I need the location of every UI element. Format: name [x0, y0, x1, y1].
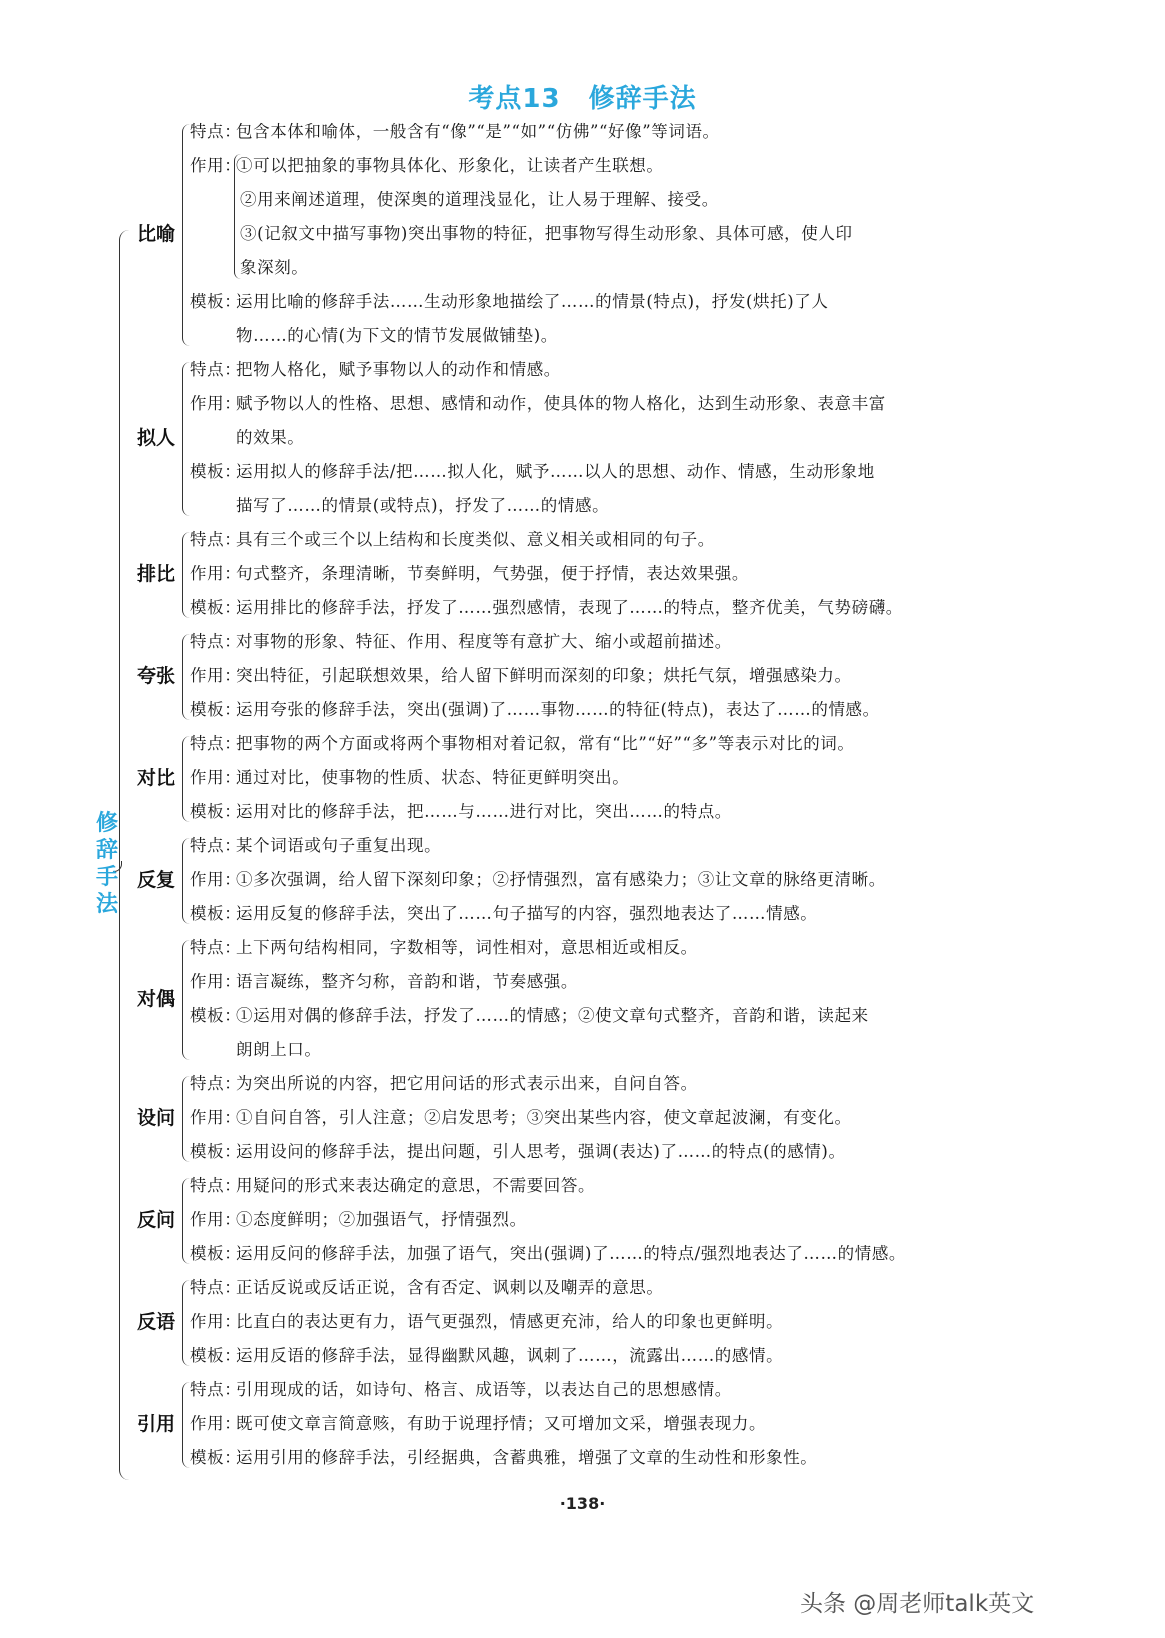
line-text: ①自问自答，引人注意；②启发思考；③突出某些内容，使文章起波澜，有变化。: [236, 1108, 852, 1127]
line-text: 把事物的两个方面或将两个事物相对着记叙，常有“比”“好”“多”等表示对比的词。: [236, 734, 855, 753]
outline-line: [190, 1242, 906, 1266]
outline-line: [190, 902, 817, 926]
title-text: 修辞手法: [588, 84, 697, 114]
line-text: 既可使文章言简意赅，有助于说理抒情；又可增加文采，增强表现力。: [236, 1414, 767, 1433]
line-text: 语言凝练，整齐匀称，音韵和谐，节奏感强。: [236, 972, 578, 991]
outline-line: [190, 1276, 664, 1300]
outline-line: [190, 1344, 783, 1368]
line-text: 比直白的表达更有力，语气更强烈，情感更充沛，给人的印象也更鲜明。: [236, 1312, 784, 1331]
line-text: 运用设问的修辞手法，提出问题，引人思考，强调(表达)了……的特点(的感情)。: [236, 1142, 846, 1161]
line-key: 作用：: [190, 156, 242, 175]
category-label: 排比: [137, 563, 176, 585]
outline-line: [190, 1072, 698, 1096]
main-topic-char: 修: [95, 811, 118, 836]
line-key: 特点：: [190, 632, 242, 651]
line-text: 包含本体和喻体，一般含有“像”“是”“如”“仿佛”“好像”等词语。: [236, 122, 720, 141]
outline-line: [190, 562, 749, 586]
line-text: 运用引用的修辞手法，引经据典，含蓄典雅，增强了文章的生动性和形象性。: [236, 1448, 818, 1467]
line-text: 用疑问的形式来表达确定的意思，不需要回答。: [236, 1176, 596, 1195]
line-key: 特点：: [190, 1278, 242, 1297]
line-text: 运用拟人的修辞手法/把……拟人化，赋予……以人的思想、动作、情感，生动形象地: [236, 462, 875, 481]
line-text: ①运用对偶的修辞手法，抒发了……的情感；②使文章句式整齐，音韵和谐，读起来: [236, 1006, 869, 1025]
title-number: 考点13: [468, 84, 561, 114]
main-topic-char: 法: [95, 892, 118, 917]
line-key: 模板：: [190, 802, 242, 821]
outline-line: [190, 970, 578, 994]
outline-line: [190, 1446, 817, 1470]
page-number: ·138·: [559, 1494, 606, 1513]
line-key: 特点：: [190, 734, 242, 753]
line-text: 为突出所说的内容，把它用问话的形式表示出来，自问自答。: [236, 1074, 698, 1093]
line-key: 特点：: [190, 836, 242, 855]
line-text: 通过对比，使事物的性质、状态、特征更鲜明突出。: [236, 768, 630, 787]
outline-line: [190, 664, 852, 688]
outline-line: [190, 1208, 527, 1232]
outline-line: [190, 1174, 595, 1198]
outline-line: [190, 800, 732, 824]
outline-line: [190, 358, 561, 382]
category-label: 比喻: [137, 223, 176, 245]
outline-line: [190, 460, 875, 484]
line-key: 作用：: [190, 1108, 242, 1127]
category-brace: [182, 362, 191, 516]
line-key: 特点：: [190, 122, 242, 141]
line-text: 运用反语的修辞手法，显得幽默风趣，讽刺了……，流露出……的感情。: [236, 1346, 784, 1365]
line-key: 模板：: [190, 1448, 242, 1467]
line-text: 运用反复的修辞手法，突出了……句子描写的内容，强烈地表达了……情感。: [236, 904, 818, 923]
line-text: 把物人格化，赋予事物以人的动作和情感。: [236, 360, 561, 379]
page-title: [0, 78, 1165, 115]
line-key: 作用：: [190, 1414, 242, 1433]
line-key: 特点：: [190, 1176, 242, 1195]
category-label: 对偶: [137, 988, 176, 1010]
category-label: 反问: [137, 1209, 176, 1231]
line-text: 句式整齐，条理清晰，节奏鲜明，气势强，便于抒情，表达效果强。: [236, 564, 749, 583]
line-text: 正话反说或反话正说，含有否定、讽刺以及嘲弄的意思。: [236, 1278, 664, 1297]
line-text: ③(记叙文中描写事物)突出事物的特征，把事物写得生动形象、具体可感，使人印: [240, 224, 853, 243]
line-text: 上下两句结构相同，字数相等，词性相对，意思相近或相反。: [236, 938, 698, 957]
line-text: 运用反问的修辞手法，加强了语气，突出(强调)了……的特点/强烈地表达了……的情感。: [236, 1244, 907, 1263]
outline-line: [190, 868, 886, 892]
outline-line: [190, 1412, 766, 1436]
line-text: 某个词语或句子重复出现。: [236, 836, 442, 855]
line-key: 作用：: [190, 1312, 242, 1331]
outline-line: [190, 936, 698, 960]
line-key: 作用：: [190, 870, 242, 889]
category-label: 反语: [137, 1311, 176, 1333]
line-text: 朗朗上口。: [236, 1040, 322, 1059]
line-key: 特点：: [190, 1074, 242, 1093]
category-label: 夸张: [137, 665, 176, 687]
line-key: 模板：: [190, 598, 242, 617]
main-topic-char: 辞: [95, 838, 118, 863]
line-key: 特点：: [190, 1380, 242, 1399]
line-key: 作用：: [190, 564, 242, 583]
outline-line: [190, 1140, 846, 1164]
outline-line: [190, 766, 629, 790]
line-text: 突出特征，引起联想效果，给人留下鲜明而深刻的印象；烘托气氛，增强感染力。: [236, 666, 852, 685]
line-text: ①可以把抽象的事物具体化、形象化，让读者产生联想。: [236, 156, 664, 175]
line-key: 模板：: [190, 1346, 242, 1365]
line-text: 运用对比的修辞手法，把……与……进行对比，突出……的特点。: [236, 802, 732, 821]
main-topic-label: [92, 810, 122, 918]
outline-line: [190, 732, 855, 756]
outline-line: [190, 596, 903, 620]
line-text: 物……的心情(为下文的情节发展做铺垫)。: [236, 326, 558, 345]
outline-line: [240, 188, 719, 212]
line-key: 作用：: [190, 1210, 242, 1229]
line-text: 具有三个或三个以上结构和长度类似、意义相关或相同的句子。: [236, 530, 715, 549]
line-key: 作用：: [190, 768, 242, 787]
outline-line: [240, 256, 308, 280]
line-key: 作用：: [190, 394, 242, 413]
line-text: 对事物的形象、特征、作用、程度等有意扩大、缩小或超前描述。: [236, 632, 732, 651]
category-label: 对比: [137, 767, 176, 789]
line-key: 模板：: [190, 904, 242, 923]
outline-line: [190, 290, 828, 314]
line-text: 运用排比的修辞手法，抒发了……强烈感情，表现了……的特点，整齐优美，气势磅礴。: [236, 598, 903, 617]
line-key: 特点：: [190, 938, 242, 957]
line-key: 模板：: [190, 1142, 242, 1161]
outline-line: [236, 426, 304, 450]
outline-line: [190, 1310, 783, 1334]
line-text: 引用现成的话，如诗句、格言、成语等，以表达自己的思想感情。: [236, 1380, 732, 1399]
line-key: 模板：: [190, 1006, 242, 1025]
outline-line: [190, 120, 720, 144]
outline-line: [190, 528, 715, 552]
outline-line: [190, 834, 441, 858]
category-label: 引用: [137, 1413, 176, 1435]
outline-line: [236, 1038, 322, 1062]
outline-line: [190, 1106, 852, 1130]
line-text: 运用比喻的修辞手法……生动形象地描绘了……的情景(特点)，抒发(烘托)了人: [236, 292, 829, 311]
line-text: ①态度鲜明；②加强语气，抒情强烈。: [236, 1210, 527, 1229]
line-text: 赋予物以人的性格、思想、感情和动作，使具体的物人格化，达到生动形象、表意丰富: [236, 394, 886, 413]
line-text: 象深刻。: [240, 258, 309, 277]
outline-line: [236, 324, 558, 348]
outline-line: [190, 1378, 732, 1402]
line-key: 作用：: [190, 666, 242, 685]
category-label: 反复: [137, 869, 176, 891]
line-text: 描写了……的情景(或特点)，抒发了……的情感。: [236, 496, 610, 515]
line-key: 特点：: [190, 530, 242, 549]
line-text: 运用夸张的修辞手法，突出(强调)了……事物……的特征(特点)，表达了……的情感。: [236, 700, 880, 719]
line-key: 作用：: [190, 972, 242, 991]
category-label: 拟人: [137, 427, 176, 449]
outline-line: [190, 630, 732, 654]
watermark: 头条 @周老师talk英文: [800, 1591, 1035, 1617]
line-text: ②用来阐述道理，使深奥的道理浅显化，让人易于理解、接受。: [240, 190, 719, 209]
outline-line: [190, 392, 886, 416]
line-text: ①多次强调，给人留下深刻印象；②抒情强烈，富有感染力；③让文章的脉络更清晰。: [236, 870, 886, 889]
outline-line: [240, 222, 853, 246]
outline-line: [190, 698, 880, 722]
outline-line: [190, 154, 664, 178]
line-key: 模板：: [190, 462, 242, 481]
line-key: 模板：: [190, 1244, 242, 1263]
line-key: 特点：: [190, 360, 242, 379]
outline-line: [190, 1004, 869, 1028]
category-label: 设问: [137, 1107, 176, 1129]
line-key: 模板：: [190, 700, 242, 719]
line-text: 的效果。: [236, 428, 305, 447]
line-key: 模板：: [190, 292, 242, 311]
outline-line: [236, 494, 609, 518]
main-topic-char: 手: [95, 865, 118, 890]
